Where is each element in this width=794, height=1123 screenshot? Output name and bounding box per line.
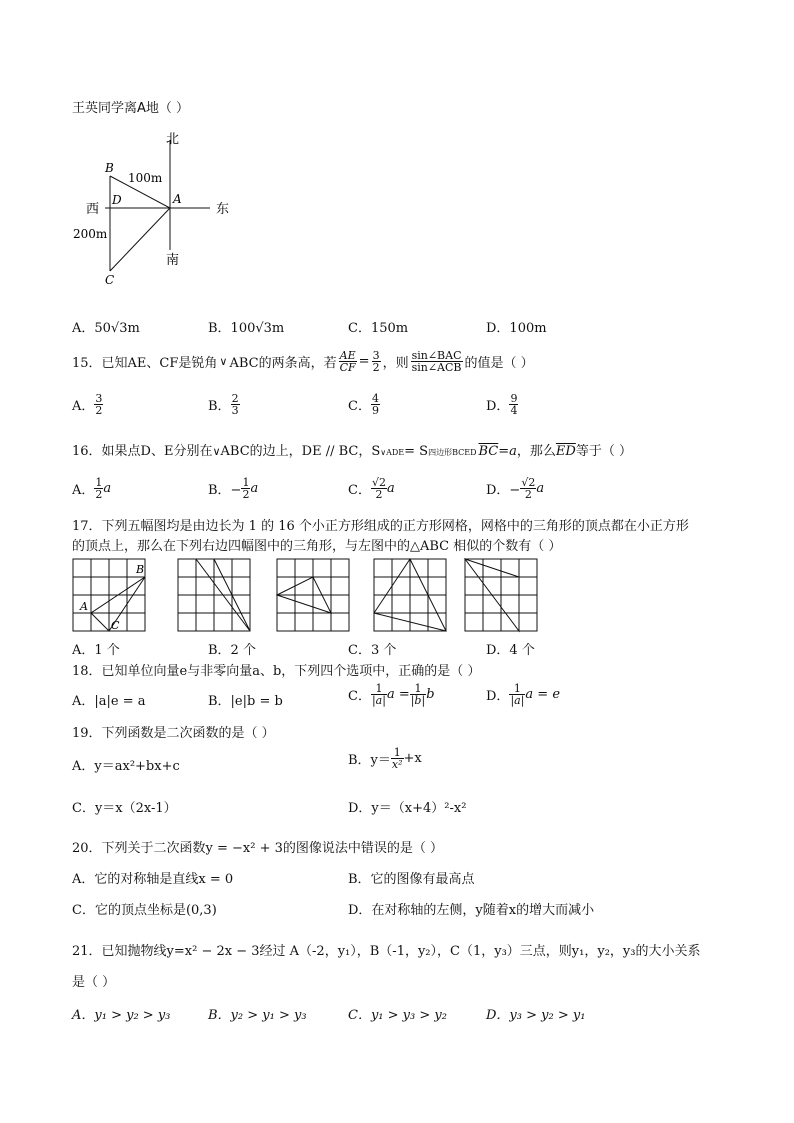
q20-option-d: D．在对称轴的左侧，y随着x的增大而减小 <box>348 903 595 918</box>
q21-option-b: B．y₂ > y₁ > y₃ <box>208 1008 307 1023</box>
q21-option-d: D．y₃ > y₂ > y₁ <box>486 1008 586 1023</box>
q15-val-frac: $\frac{3}{2}$ <box>372 349 380 374</box>
q15-tail: 的值是（ ） <box>464 356 534 371</box>
q16-tail2: 等于（ ） <box>575 444 632 459</box>
point-a-label: A <box>173 192 182 206</box>
q15-option-b: B． $\frac{2}{3}$ <box>208 392 239 417</box>
q18-stem: 18．已知单位向量e与非零向量a、b，下列四个选项中，正确的是（ ） <box>72 664 481 679</box>
q15-option-c: C． $\frac{4}{9}$ <box>348 392 379 417</box>
q20-option-b: B．它的图像有最高点 <box>348 872 475 887</box>
west-label: 西 <box>86 202 100 217</box>
south-label: 南 <box>166 253 180 268</box>
q15-stem <box>72 350 534 373</box>
q17-option-d: D．4 个 <box>486 643 535 658</box>
q18-option-a: A．|a|e = a <box>72 694 146 709</box>
point-c-label: C <box>105 273 115 287</box>
grid-left <box>73 559 145 632</box>
q16-stem-a: 16．如果点D、E分别在 <box>72 444 213 459</box>
length-dc-label: 200m <box>73 227 108 241</box>
triangle-symbol: ∨ <box>212 445 221 458</box>
q17-line2: 的顶点上，那么在下列右边四幅图中的三角形，与左图中的△ABC 相似的个数有（ ） <box>72 539 562 554</box>
q18-option-d: D． $\frac{1}{|a|}$ a = e <box>486 682 561 707</box>
grid-label-a: A <box>80 600 88 613</box>
q21-line2: 是（ ） <box>72 975 116 990</box>
q20-option-c: C．它的顶点坐标是(0,3) <box>72 903 217 918</box>
q15-stem-a: 15．已知AE、CF是锐角 <box>72 356 218 371</box>
q15-eq: = <box>358 354 370 369</box>
q19-option-c: C．y＝x（2x-1） <box>72 801 177 816</box>
q16-option-d: D．− $\frac{√2}{2}$ a <box>486 476 545 501</box>
q17-grids-figure <box>72 557 552 635</box>
q15-option-a: A． $\frac{3}{2}$ <box>72 392 103 417</box>
q19-stem: 19．下列函数是二次函数的是（ ） <box>72 726 275 741</box>
grid-1 <box>178 559 250 631</box>
q16-tail: ，那么 <box>516 444 556 459</box>
q16-sub2: 四边形BCED <box>428 448 477 457</box>
q16-stem-b: ABC的边上，DE // BC，S <box>220 444 381 459</box>
q16-vec-bc: $\overline{BC}$ <box>478 444 499 459</box>
q18-option-b: B．|e|b = b <box>208 694 283 709</box>
q21-option-a: A．y₁ > y₂ > y₃ <box>72 1008 171 1023</box>
triangle-symbol: ∨ <box>219 355 228 368</box>
point-d-label: D <box>112 193 122 207</box>
q16-eq2: = <box>498 444 510 459</box>
grid-4 <box>465 559 537 631</box>
q14-stem: 王英同学离A地（ ） <box>72 101 190 116</box>
length-ba-label: 100m <box>128 171 163 185</box>
q15-mid: ，则 <box>382 356 409 371</box>
grid-label-b: B <box>136 563 145 576</box>
q14-option-a: A．50√3m <box>72 321 140 336</box>
q16-sub1: ∨ADE <box>380 448 405 457</box>
q15-stem-b: ABC的两条高，若 <box>229 356 337 371</box>
q15-ratio-frac: $\frac{AE}{CF}$ <box>339 349 356 374</box>
grid-3 <box>374 559 446 631</box>
q19-option-b: B．y＝ $\frac{1}{\text{x²}}$ +x <box>348 746 422 771</box>
q15-option-d: D． $\frac{9}{4}$ <box>486 392 518 417</box>
q16-vec-ed: $\overline{ED}$ <box>555 444 576 459</box>
q19-option-a: A．y＝ax²+bx+c <box>72 759 180 774</box>
q20-stem: 20．下列关于二次函数y = −x² + 3的图像说法中错误的是（ ） <box>72 841 444 856</box>
triangle-sides <box>110 176 170 271</box>
q14-option-c: C．150m <box>348 321 409 336</box>
north-label: 北 <box>166 132 180 147</box>
q17-option-a: A．1 个 <box>72 643 120 658</box>
point-b-label: B <box>105 161 114 175</box>
q16-option-b: B．− $\frac{1}{2}$ a <box>208 476 259 501</box>
q14-option-d: D．100m <box>486 321 547 336</box>
q21-option-c: C．y₁ > y₃ > y₂ <box>348 1008 447 1023</box>
q20-option-a: A．它的对称轴是直线x = 0 <box>72 872 234 887</box>
q16-option-a: A． $\frac{1}{2}$ a <box>72 476 112 501</box>
q18-option-c: C． $\frac{1}{|a|}$ a = $\frac{1}{|b|}$ b <box>348 682 435 707</box>
q17-option-c: C．3 个 <box>348 643 397 658</box>
east-label: 东 <box>216 202 230 217</box>
q17-option-b: B．2 个 <box>208 643 256 658</box>
q21-line1: 21．已知抛物线y=x² − 2x − 3经过 A（-2，y₁），B（-1，y₂），C（1，y₃）三点，则y₁，y₂，y₃的大小关系 <box>72 944 701 959</box>
q19-option-d: D．y＝（x+4）²-x² <box>348 801 467 816</box>
q15-sin-frac: $\frac{\text{sin∠BAC}}{\text{sin∠ACB}}$ <box>411 349 462 374</box>
q16-stem <box>72 440 632 459</box>
grid-2 <box>277 559 349 631</box>
q14-option-b: B．100√3m <box>208 321 285 336</box>
q16-option-c: C． $\frac{√2}{2}$ a <box>348 476 395 501</box>
q17-line1: 17．下列五幅图均是由边长为 1 的 16 个小正方形组成的正方形网格，网格中的三角形的顶点都在小正方形 <box>72 519 689 534</box>
q16-vec-a: a <box>509 444 517 459</box>
grid-label-c: C <box>111 619 120 632</box>
q16-eq: = S <box>404 444 429 459</box>
q14-compass-figure <box>70 125 250 295</box>
